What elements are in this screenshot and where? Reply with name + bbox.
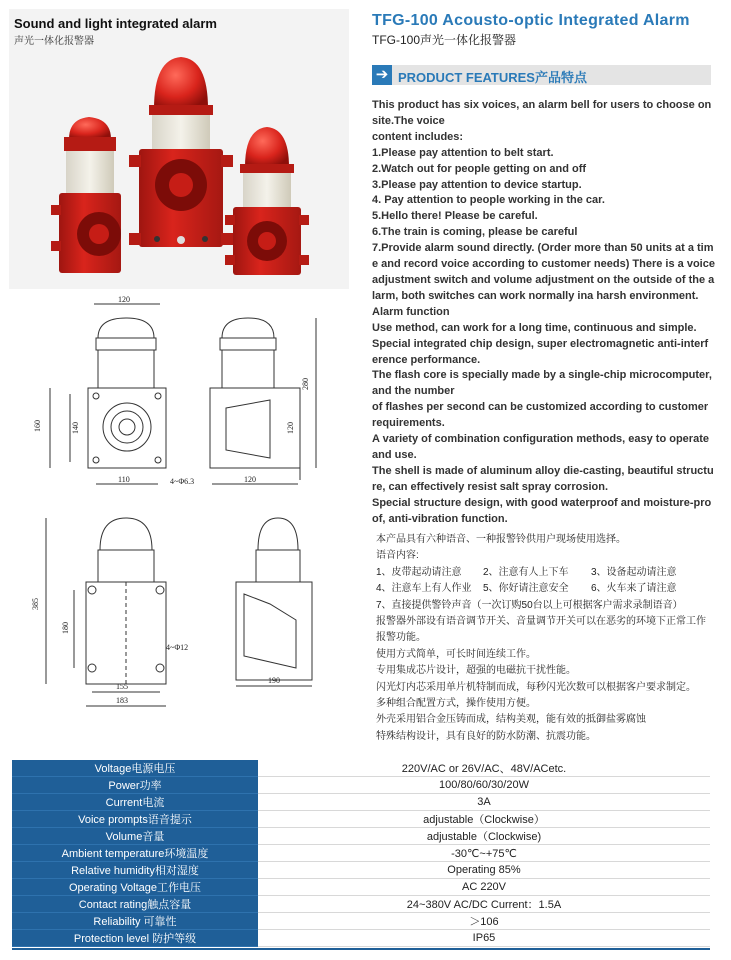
feature-line: 3.Please pay attention to device startup.: [372, 178, 582, 191]
cn-voices-row: [376, 565, 716, 581]
feature-line: This product has six voices, an alarm bell for users to choose on: [372, 99, 712, 111]
spec-label: Voltage电源电压: [12, 760, 258, 777]
feature-line: site.The voice: [372, 114, 445, 127]
side-view-large: [236, 518, 312, 686]
feature-line: of, anti-vibration function.: [372, 512, 508, 525]
left-title: Sound and light integrated alarm: [14, 16, 217, 31]
spec-label: Current电流: [12, 794, 258, 811]
cn-line: 多种组合配置方式，操作使用方便。: [376, 698, 536, 710]
spec-label: Voice prompts语音提示: [12, 811, 258, 828]
cn-line: 专用集成芯片设计，超强的电磁抗干扰性能。: [376, 665, 576, 677]
cn-intro: 本产品具有六种语音、一种报警铃供用户现场使用选择。: [376, 534, 626, 545]
feature-line: The shell is made of aluminum alloy die-casting, beautiful structu: [372, 464, 714, 477]
spec-label: Power功率: [12, 777, 258, 794]
alarm-unit-left: [51, 117, 121, 273]
table-row: [12, 896, 710, 913]
feature-line: content includes:: [372, 130, 464, 143]
table-row: [12, 930, 710, 947]
feature-line: Alarm function: [372, 305, 450, 318]
cn-voice-item: 2、注意有人上下车: [483, 566, 569, 578]
dim-big-height: 385: [31, 598, 40, 610]
dim-side-width: 120: [244, 475, 256, 484]
feature-line: re, can effectively resist salt spray corrosion.: [372, 480, 609, 493]
feature-line: requirements.: [372, 417, 445, 430]
spec-value: -30℃~+75℃: [258, 845, 710, 862]
feature-line: Special structure design, with good waterproof and moisture-pro: [372, 496, 712, 509]
cn-line: 使用方式简单，可长时间连续工作。: [376, 648, 536, 660]
cn-line: 报警功能。: [376, 632, 426, 644]
feature-line: 4. Pay attention to people working in the car.: [372, 194, 605, 207]
feature-line: 7.Provide alarm sound directly. (Order more than 50 units at a tim: [372, 242, 714, 255]
spec-value: 220V/AC or 26V/AC、48V/ACetc.: [258, 760, 710, 777]
spec-table: [12, 760, 710, 947]
front-view-large: [31, 518, 188, 706]
cn-voice-item: 6、火车来了请注意: [591, 583, 677, 595]
front-view-small: [33, 295, 194, 486]
cn-voice-item: 5、你好请注意安全: [483, 583, 569, 595]
dim-base-width: 110: [118, 475, 130, 484]
table-row: [12, 794, 710, 811]
spec-label: Relative humidity相对湿度: [12, 862, 258, 879]
cn-content-label: 语音内容:: [376, 550, 419, 562]
chinese-features: [376, 532, 716, 745]
spec-value: 100/80/60/30/20W: [258, 777, 710, 794]
spec-value: 24~380V AC/DC Current：1.5A: [258, 896, 710, 913]
alarm-unit-center: [129, 57, 233, 247]
feature-line: and use.: [372, 448, 417, 461]
dim-big-inner: 155: [116, 682, 128, 691]
spec-value: adjustable（Clockwise）: [258, 811, 710, 828]
table-row: [12, 879, 710, 896]
feature-line: Special integrated chip design, super electromagnetic anti-interf: [372, 337, 709, 350]
page-title: TFG-100 Acousto-optic Integrated Alarm: [372, 12, 690, 29]
feature-line: 2.Watch out for people getting on and off: [372, 162, 587, 175]
spec-label: Reliability 可靠性: [12, 913, 258, 930]
spec-value: ＞106: [258, 913, 710, 930]
dim-hole: 4~Φ6.3: [170, 477, 195, 486]
spec-label: Volume音量: [12, 828, 258, 845]
cn-voice-item: 1、皮带起动请注意: [376, 566, 462, 578]
dim-body-height: 160: [33, 420, 42, 432]
product-photo-panel: [9, 9, 349, 289]
dim-big-side: 190: [268, 676, 280, 685]
spec-value: IP65: [258, 930, 710, 947]
dim-total-height: 280: [301, 378, 310, 390]
feature-line: 6.The train is coming, please be careful: [372, 226, 578, 239]
feature-line: of flashes per second can be customized according to customer: [372, 401, 709, 414]
cn-voice-item: 4、注意车上有人作业: [376, 583, 472, 595]
table-row: [12, 777, 710, 794]
dim-big-mount: 180: [61, 622, 70, 634]
dim-big-outer: 183: [116, 696, 128, 705]
table-row: [12, 760, 710, 777]
left-subtitle: 声光一体化报警器: [14, 36, 94, 47]
spec-value: 3A: [258, 794, 710, 811]
dim-side-body: 120: [286, 422, 295, 434]
table-row: [12, 913, 710, 930]
feature-line: e and record voice according to customer needs) There is a voice: [372, 258, 715, 271]
english-features: [372, 98, 716, 527]
feature-line: erence performance.: [372, 353, 481, 366]
page-subtitle: TFG-100声光一体化报警器: [372, 33, 517, 47]
dim-top-width: 120: [118, 295, 130, 304]
feature-line: larm, both switches can work normally ina harsh environment.: [372, 289, 699, 302]
feature-line: The flash core is specially made by a single-chip microcomputer,: [372, 369, 712, 382]
table-row: [12, 845, 710, 862]
spec-label: Ambient temperature环境温度: [12, 845, 258, 862]
cn-line: 报警器外部设有语音调节开关、音量调节开关可以在恶劣的环境下正常工作: [376, 616, 706, 628]
table-row: [12, 862, 710, 879]
cn-voices-row: [376, 581, 716, 597]
dimension-drawings: [0, 290, 360, 730]
section-title: PRODUCT FEATURES产品特点: [398, 70, 587, 85]
dim-inner-height: 140: [71, 422, 80, 434]
side-view-small: [210, 318, 316, 484]
feature-line: A variety of combination configuration methods, easy to operate: [372, 433, 709, 446]
spec-label: Protection level 防护等级: [12, 930, 258, 947]
cn-line: 外壳采用铝合金压铸而成，结构美观，能有效的抵御盐雾腐蚀: [376, 714, 646, 726]
cn-line: 7、直接提供警铃声音（一次订购50台以上可根据客户需求录制语音）: [376, 599, 683, 611]
table-row: [12, 828, 710, 845]
spec-label: Contact rating触点容量: [12, 896, 258, 913]
bottom-divider: [12, 948, 710, 950]
cn-voice-item: 3、设备起动请注意: [591, 566, 677, 578]
feature-line: adjustment switch and volume adjustment on the outside of the a: [372, 273, 715, 286]
cn-line: 闪光灯内芯采用单片机特制而成，每秒闪光次数可以根据客户要求制定。: [376, 681, 696, 693]
spec-value: adjustable（Clockwise): [258, 828, 710, 845]
feature-line: 1.Please pay attention to belt start.: [372, 146, 554, 159]
spec-label: Operating Voltage工作电压: [12, 879, 258, 896]
alarm-unit-right: [225, 127, 309, 275]
feature-line: 5.Hello there! Please be careful.: [372, 210, 538, 223]
table-row: [12, 811, 710, 828]
feature-line: and the number: [372, 385, 455, 398]
cn-line: 特殊结构设计，具有良好的防水防潮、抗震功能。: [376, 730, 596, 742]
spec-value: AC 220V: [258, 879, 710, 896]
dim-big-hole: 4~Φ12: [166, 643, 189, 652]
product-photo: [9, 9, 349, 289]
feature-line: Use method, can work for a long time, continuous and simple.: [372, 321, 697, 334]
arrow-right-icon: ➔: [372, 65, 392, 85]
spec-value: Operating 85%: [258, 862, 710, 879]
